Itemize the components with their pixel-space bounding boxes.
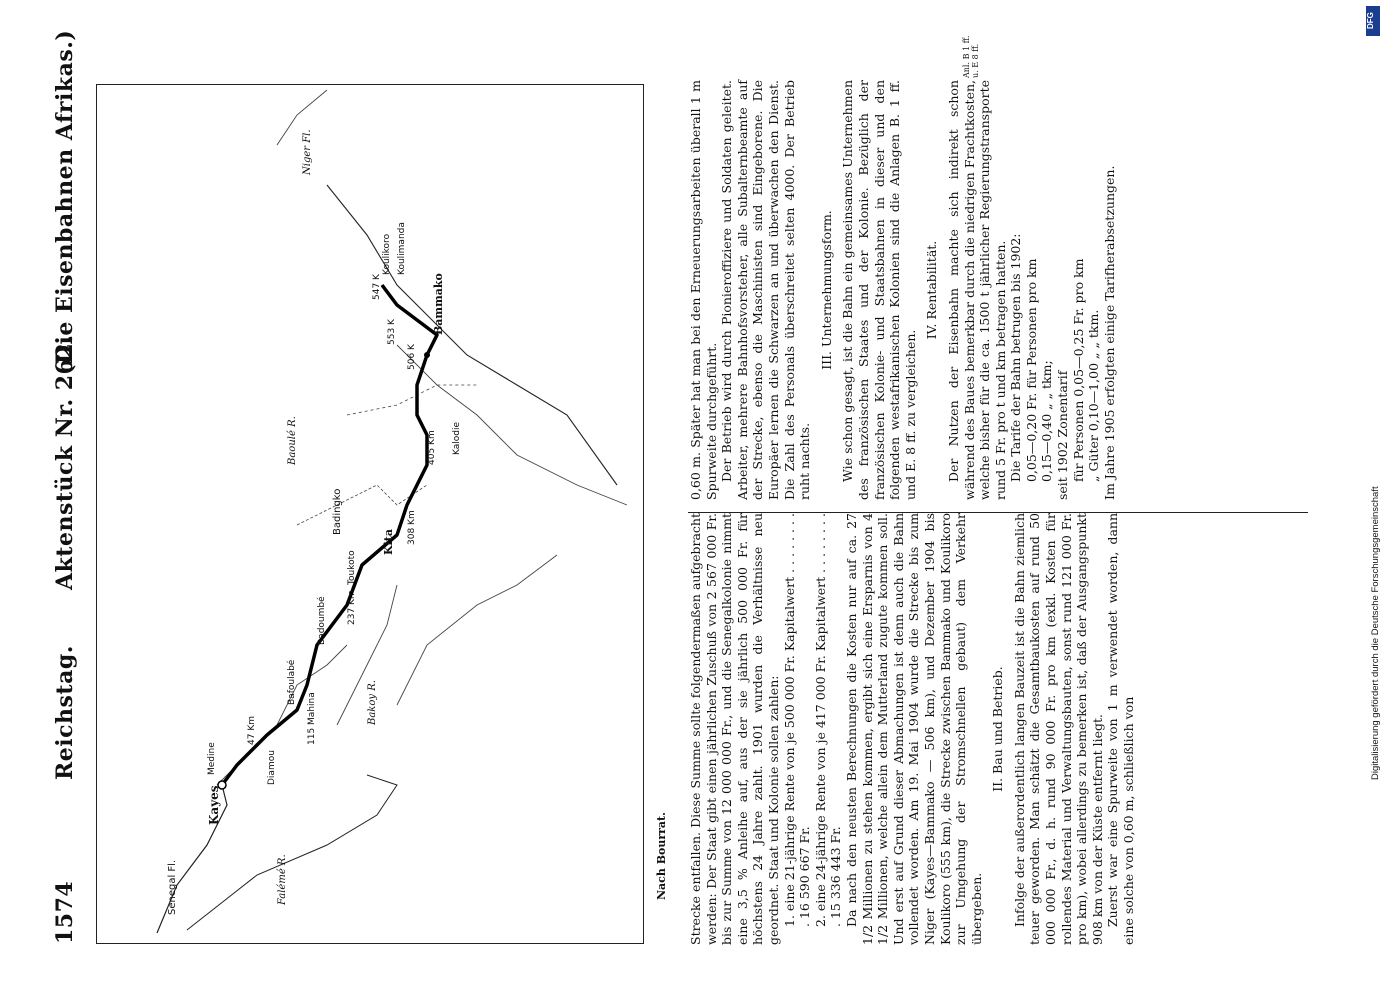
map-label-niger: Niger Fl. [302, 129, 313, 175]
tariff-line-2: 0,15—0,40 „ „ tkm; [1039, 360, 1055, 482]
header-left: Reichstag. [52, 645, 78, 780]
left-list-item-2: 2. eine 24-jährige Rente von je 417 000 Fr. Kapitalwert . . . . . . . . . 15 336 443 Fr. [812, 513, 844, 927]
map-label-547km: 547 K [372, 274, 382, 300]
map-label-kayes: Kayes [207, 785, 221, 825]
section-heading-4: IV. Rentabilität. [924, 240, 940, 340]
right-paragraph-6: seit 1902 Zonentarif [1055, 370, 1071, 500]
column-divider [688, 512, 1308, 513]
map-label-toukoto: Toukoto [347, 550, 357, 585]
map-label-koulikoro: Koulikoro [382, 233, 392, 275]
tariff-line-3: für Personen 0,05—0,25 Fr. pro km [1070, 258, 1086, 482]
left-paragraph-3: Infolge der außerordentlich langen Bauzeit ist die Bahn ziemlich teuer geworden. Man schätzt die Gesamtbaukosten auf rund 50 000 000 Fr., d. h. rund 90 000 Fr. pro km (exkl. Kosten für rollendes Material und Verwaltungsbauten, sonst rund 121 000 Fr. pro km), wobei allerdings zu bemerken ist, daß der Ausgangspunkt 908 km von der Küste entfernt liegt. [1011, 513, 1105, 945]
map-label-308km: 308 Km [407, 510, 417, 545]
map-label-badoumbe: Badoumbé [317, 596, 327, 645]
map-label-baoule: Baoulé R. [287, 416, 298, 465]
left-column [688, 513, 1137, 945]
left-paragraph-4: Zuerst war eine Spurweite von 1 m verwendet worden, dann eine solche von 0,60 m, schließlich von [1105, 513, 1137, 945]
map-label-diamou: Diamou [267, 750, 277, 785]
right-column [688, 80, 1308, 500]
section-heading-2: II. Bau und Betrieb. [990, 666, 1006, 792]
tariff-line-4: „ Güter 0,10—1,00 „ „ tkm. [1086, 309, 1102, 482]
map-label-237km: 237 Km [347, 590, 357, 625]
map-label-bakoy: Bakoy R. [367, 680, 378, 725]
section-heading-3: III. Unternehmungsform. [818, 210, 834, 370]
map-label-mahina: 115 Mahina [307, 692, 317, 745]
right-paragraph-3: Wie schon gesagt, ist die Bahn ein gemeinsames Unternehmen des französischen Staates und der Kolonie. Bezüglich der französischen Kolonie- und Staatsbahnen in dieser und den folgenden westafrikanischen Kolonien sind die Anlagen B. 1 ff. und E. 8 ff. zu vergleichen. [840, 80, 918, 500]
map-label-553km: 553 K [387, 319, 397, 345]
page-number: 1574 [52, 880, 78, 944]
railway-map [96, 84, 644, 944]
dfg-logo: DFG [1366, 6, 1380, 36]
map-label-badingko: Badingko [332, 488, 343, 535]
map-drawing [97, 85, 643, 943]
left-paragraph-2: Da nach den neusten Berechnungen die Kosten nur auf ca. 27 1/2 Millionen zu stehen kommen, ergibt sich eine Ersparnis von 4 1/2 Millionen, welche allein dem Mutterland zugute kommen soll. Und erst auf Grund dieser Abmachungen ist denn auch die Bahn vollendet worden. Am 19. Mai 1904 wurde die Strecke bis zum Niger (Kayes—Bammako — 506 km), und Dezember 1904 bis Koulikoro (555 km), die Strecke zwischen Bammako und Koulikoro zur Umgehung der Stromschnellen gebaut) dem Verkehr übergeben. [843, 513, 984, 945]
map-label-bammako: Bammako [432, 273, 445, 335]
map-label-medine: Medine [207, 742, 217, 775]
map-caption: Nach Bourrat. [655, 812, 668, 900]
digitization-note: Digitalisierung gefördert durch die Deutsche Forschungsgemeinschaft [1370, 486, 1381, 780]
right-paragraph-1: 0,60 m. Später hat man bei den Erneuerungsarbeiten überall 1 m Spurweite durchgeführt. [688, 80, 719, 500]
map-label-koulimanda: Koulimanda [397, 222, 407, 275]
margin-note: Anl. B 1 ff. u. E 8 ff. [962, 35, 980, 78]
map-label-bafoulabe: Bafoulabé [287, 659, 297, 705]
tariff-line-1: 0,05—0,20 Fr. für Personen pro km [1023, 258, 1039, 482]
left-list-item-1: 1. eine 21-jährige Rente von je 500 000 Fr. Kapitalwert . . . . . . . . . 16 590 667 Fr. [781, 513, 813, 927]
left-paragraph-1: Strecke entfallen. Diese Summe sollte folgendermaßen aufgebracht werden: Der Staat gibt einen jährlichen Zuschuß von 2 567 000 Fr. bis zur Summe von 12 000 000 Fr., und die Senegalkolonie nimmt eine 3,5 % Anleihe auf, aus der sie jährlich 500 000 Fr. für höchstens 24 Jahre zahlt. 1901 wurden die Verhältnisse neu geordnet. Staat und Kolonie sollen zahlen: [688, 513, 781, 945]
map-label-405km: 405 Km [427, 430, 437, 465]
map-label-senegal: Senegal Fl. [167, 859, 178, 915]
map-label-kalodie: Kalodie [452, 421, 462, 455]
right-paragraph-5: Die Tarife der Bahn betrugen bis 1902: [1008, 233, 1024, 482]
header-right: (Die Eisenbahnen Afrikas.) [52, 29, 78, 375]
right-paragraph-4: Der Nutzen der Eisenbahn machte sich indirekt schon während des Baues bemerkbar durch die niedrigen Frachtkosten, welche bisher für die ca. 1500 t jährlicher Regierungstransporte rund 5 Fr. pro t und km betragen hatten. [945, 80, 1008, 500]
right-paragraph-7: Im Jahre 1905 erfolgten einige Tarifherabsetzungen. [1101, 165, 1117, 500]
right-paragraph-2: Der Betrieb wird durch Pionieroffiziere und Soldaten geleitet. Arbeiter, mehrere Bahnhofsvorsteher, alle Subalternbeamte auf der Strecke, ebenso die Maschinisten sind Eingeborene. Die Europäer lernen die Schwarzen an und überwachen den Dienst. Die Zahl des Personals überschreitet selten 4000. Der Betrieb ruht nachts. [719, 80, 813, 500]
map-label-kita: Kita [382, 529, 395, 555]
header-center: Aktenstück Nr. 262. [52, 334, 78, 590]
map-label-47km: 47 Km [247, 716, 257, 745]
map-label-faleme: Falémé R. [277, 854, 288, 905]
map-label-506km: 506 K [407, 344, 417, 370]
